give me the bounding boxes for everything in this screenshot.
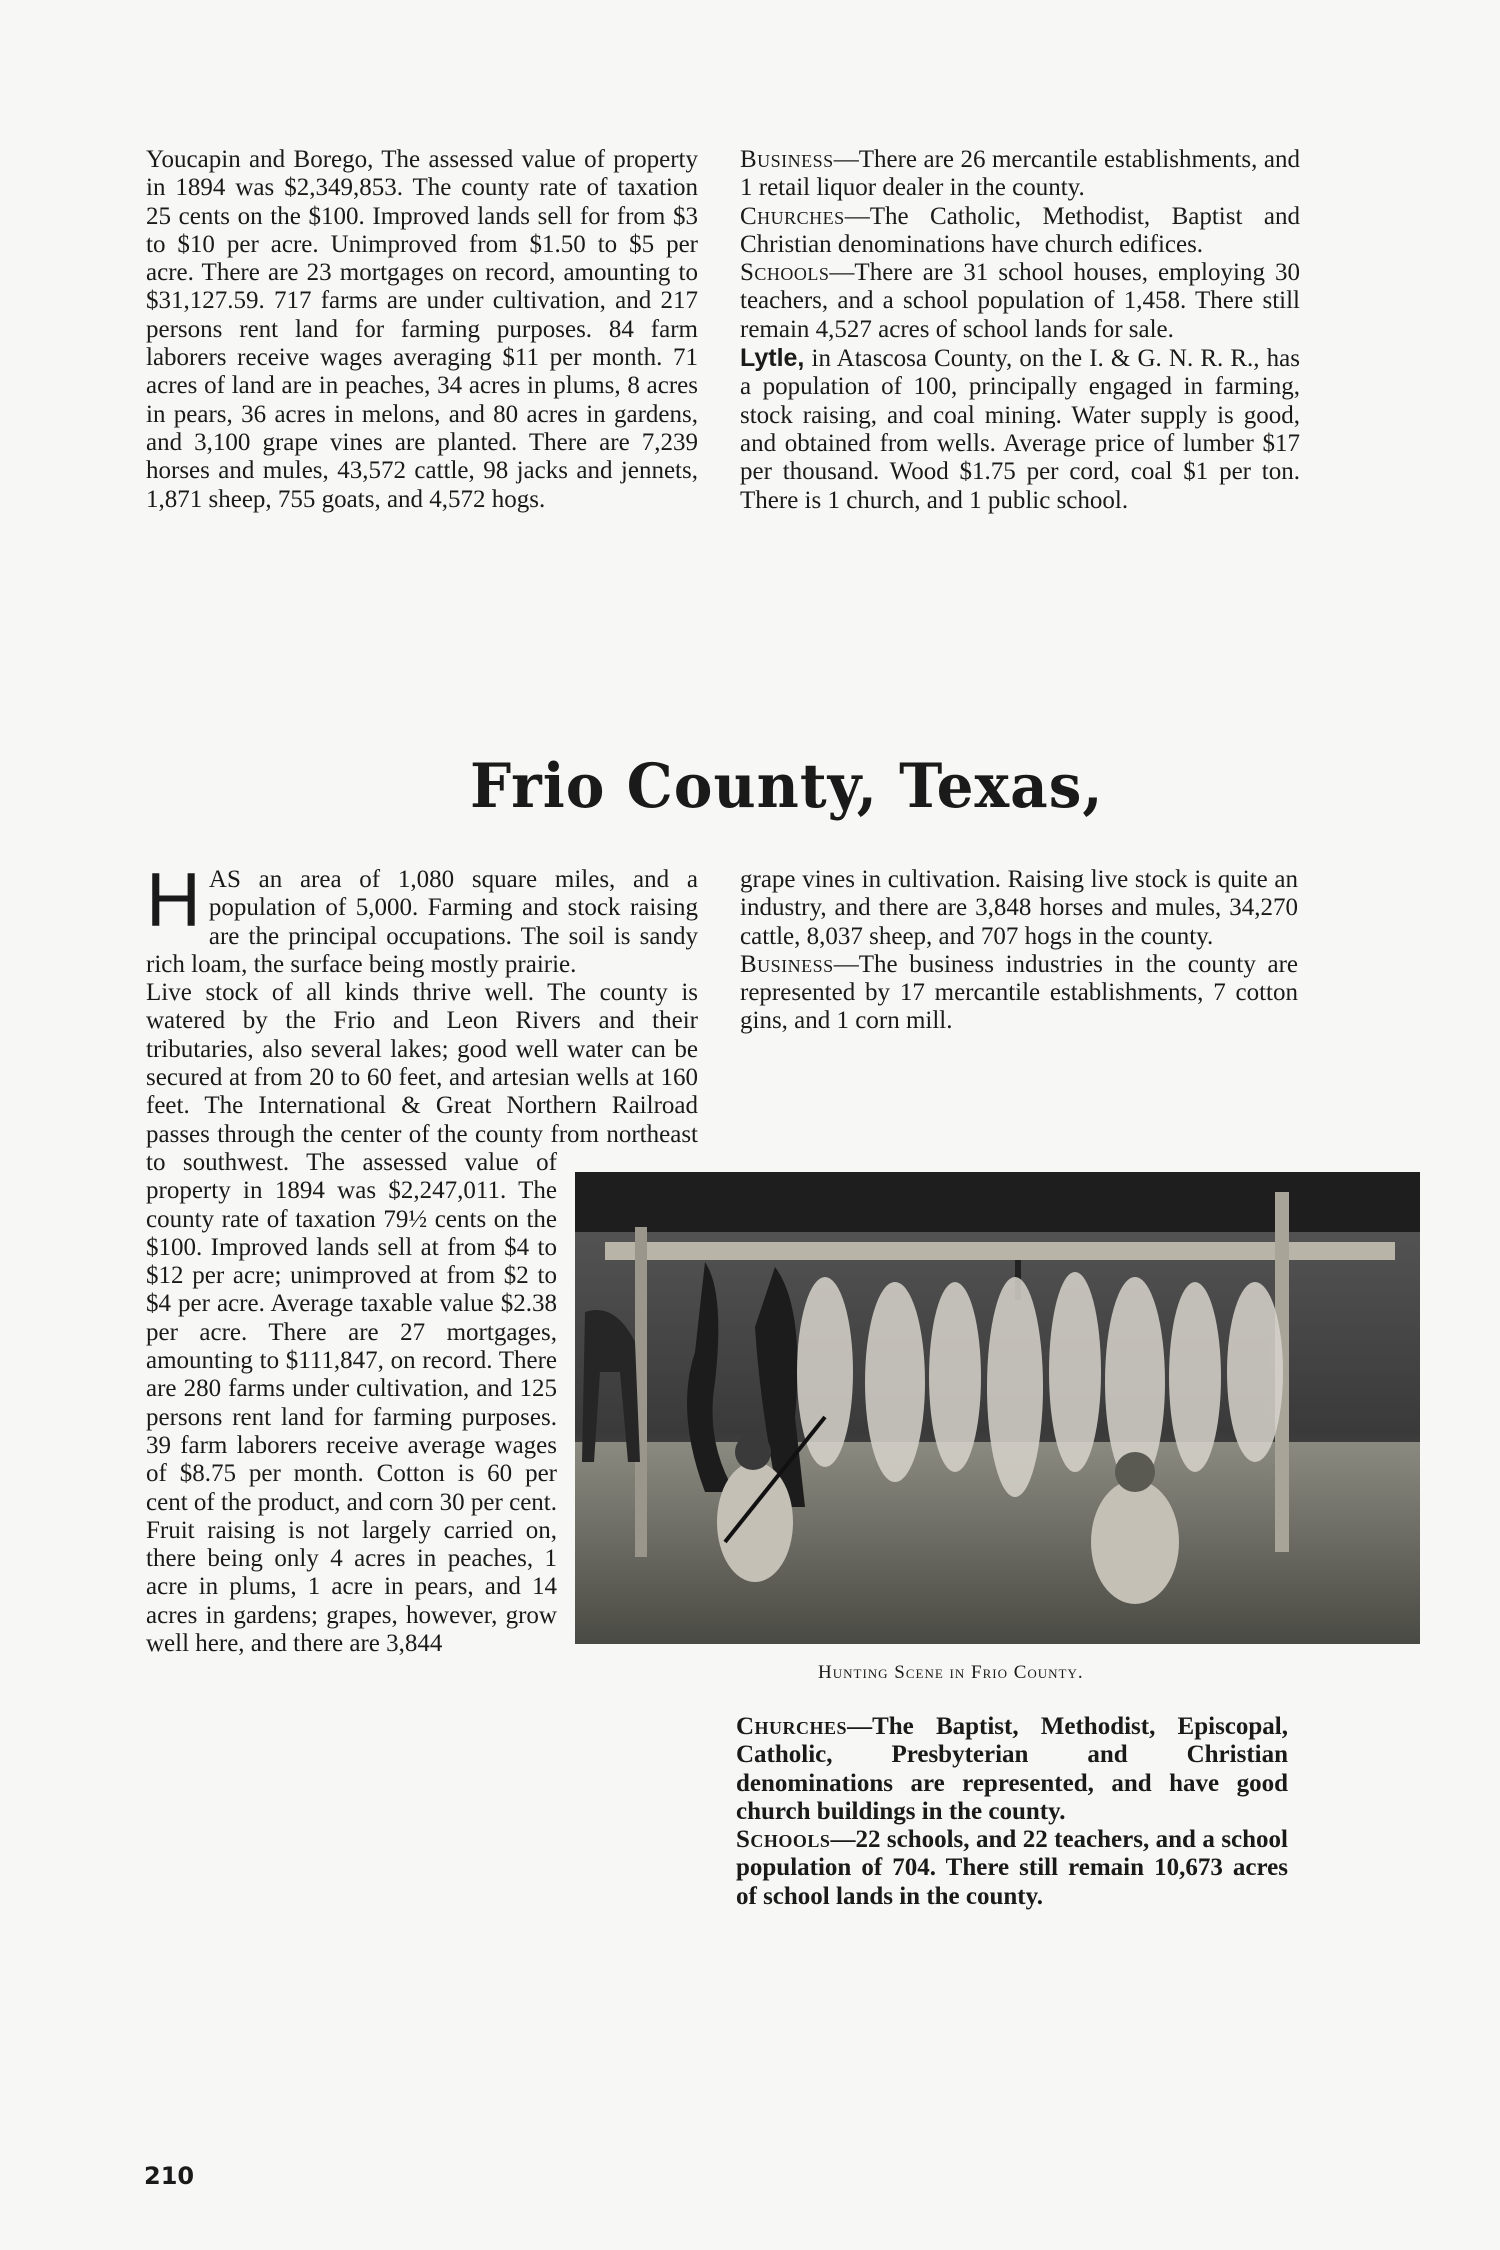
churches-paragraph	[740, 203, 1300, 260]
frio-schools-paragraph	[736, 1826, 1288, 1911]
bottom-right-column	[736, 1713, 1288, 1911]
frio-main-text: Live stock of all kinds thrive well. The county is watered by the Frio and Leon Rivers and their tributaries, also several lakes; good well water can be secured at from 20 to 60 feet, and artesian wells at 160 feet. The International & Great Northern Railroad passes through the center of the county from northeast to southwest. The assessed value of property in 1894 was $2,247,011. The county rate of taxation 79½ cents on the $100. Improved lands sell at from $4 to $12 per acre; unimproved at from $2 to $4 per acre. Average taxable value $2.38 per acre. There are 27 mortgages, amounting to $111,847, on record. There are 280 farms under cultivation, and 125 persons rent land for farming purposes. 39 farm laborers receive average wages of $8.75 per month. Cotton is 60 per cent of the product, and corn 30 per cent. Fruit raising is not largely carried on, there being only 4 acres in peaches, 1 acre in plums, 1 acre in pears, and 14 acres in gardens; grapes, however, grow well here, and there are 3,844	[146, 979, 698, 1658]
business-lead: Business	[740, 146, 834, 173]
churches-lead: Churches	[740, 202, 845, 230]
photo-illustration	[575, 1172, 1420, 1644]
frio-business-text: —The business industries in the county are represented by 17 mercantile establishments, 7 cotton gins, and 1 corn mill.	[740, 950, 1298, 1035]
frio-intro-text: AS an area of 1,080 square miles, and a population of 5,000. Farming and stock raising are the principal occupations. The soil is sandy rich loam, the surface being mostly prairie.	[146, 866, 698, 978]
business-paragraph	[740, 146, 1300, 203]
frio-right-column	[740, 866, 1298, 1036]
drop-cap: H	[146, 858, 201, 943]
frio-churches-text: —The Baptist, Methodist, Episcopal, Catholic, Presbyterian and Christian denominations are represented, and have good church buildings in the county.	[736, 1713, 1288, 1825]
frio-business-lead: Business	[740, 950, 834, 978]
frio-churches-paragraph	[736, 1713, 1288, 1826]
section-heading: Frio County, Texas,	[470, 750, 1104, 822]
schools-paragraph	[740, 259, 1300, 344]
hunting-scene-photo	[575, 1172, 1420, 1644]
lytle-name: Lytle,	[740, 344, 805, 373]
churches-text: —The Catholic, Methodist, Baptist and Christian denominations have church edifices.	[740, 202, 1300, 258]
schools-text: —There are 31 school houses, employing 30 teachers, and a school population of 1,458. There still remain 4,527 acres of school lands for sale.	[740, 259, 1300, 343]
top-left-column	[146, 146, 698, 514]
frio-schools-lead: Schools	[736, 1826, 831, 1854]
lytle-paragraph	[740, 344, 1300, 515]
lytle-text: in Atascosa County, on the I. & G. N. R. R., has a population of 100, principally engaged in farming, stock raising, and coal mining. Water supply is good, and obtained from wells. Average price of lumber $17 per thousand. Wood $1.75 per cord, coal $1 per ton. There is 1 church, and 1 public school.	[740, 345, 1300, 514]
top-left-paragraph: Youcapin and Borego, The assessed value of property in 1894 was $2,349,853. The county rate of taxation 25 cents on the $100. Improved lands sell for from $3 to $10 per acre. Unimproved from $1.50 to $5 per acre. There are 23 mortgages on record, amounting to $31,127.59. 717 farms are under cultivation, and 217 persons rent land for farming purposes. 84 farm laborers receive wages averaging $11 per month. 71 acres of land are in peaches, 34 acres in plums, 8 acres in pears, 36 acres in melons, and 80 acres in gardens, and 3,100 grape vines are planted. There are 7,239 horses and mules, 43,572 cattle, 98 jacks and jennets, 1,871 sheep, 755 goats, and 4,572 hogs.	[146, 146, 698, 513]
frio-business-paragraph	[740, 951, 1298, 1036]
schools-lead: Schools	[740, 259, 830, 287]
frio-right-paragraph: grape vines in cultivation. Raising live stock is quite an industry, and there are 3,848 horses and mules, 34,270 cattle, 8,037 sheep, and 707 hogs in the county.	[740, 866, 1298, 950]
photo-caption: Hunting Scene in Frio County.	[818, 1662, 1084, 1683]
frio-schools-text: —22 schools, and 22 teachers, and a school population of 704. There still remain 10,673 acres of school lands in the county.	[736, 1826, 1288, 1910]
business-text: —There are 26 mercantile establishments, and 1 retail liquor dealer in the county.	[740, 146, 1300, 202]
frio-intro-paragraph	[146, 858, 698, 979]
frio-churches-lead: Churches	[736, 1713, 848, 1740]
page-number: 210	[144, 2162, 195, 2190]
top-right-column	[740, 146, 1300, 515]
